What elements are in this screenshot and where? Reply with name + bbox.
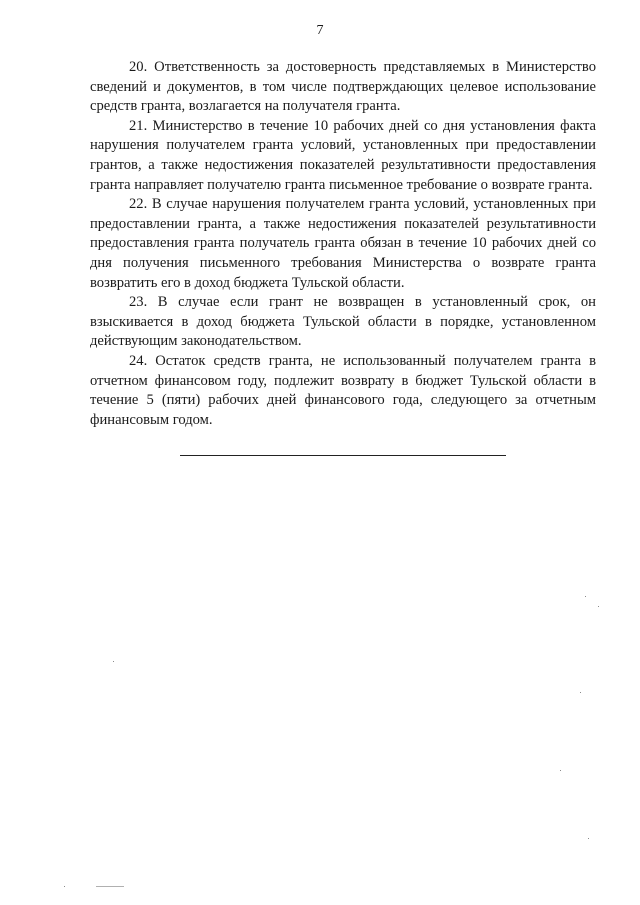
clause-24-paragraph: 24. Остаток средств гранта, не использованный получателем гранта в отчетном финансовом году, подлежит возврату в бюджет Тульской области в течение 5 (пяти) рабочих дней финансового года, следующего за отчетным финансовым годом. [90, 352, 596, 428]
closing-divider-line [180, 455, 506, 456]
scan-speck [560, 770, 561, 771]
clause-23-paragraph: 23. В случае если грант не возвращен в установленный срок, он взыскивается в доход бюджета Тульской области в порядке, установленном действующим законодательством. [90, 294, 596, 350]
clause-20-paragraph: 20. Ответственность за достоверность представляемых в Министерство сведений и документов, в том числе подтверждающих целевое использование средств гранта, возлагается на получателя гранта. [90, 59, 596, 115]
scan-speck [598, 606, 599, 607]
scan-speck [585, 596, 586, 597]
scan-speck [64, 886, 65, 887]
clause-22-paragraph: 22. В случае нарушения получателем гранта условий, установленных при предоставлении гранта, а также недостижения показателей результативности предоставления гранта получатель гранта обязан в течение 10 рабочих дней со дня получения письменного требования Министерства о возврате гранта возвратить его в доход бюджета Тульской области. [90, 196, 596, 291]
scan-speck [588, 838, 589, 839]
scan-speck [113, 661, 114, 662]
clause-21-paragraph: 21. Министерство в течение 10 рабочих дней со дня установления факта нарушения получателем гранта условий, установленных при предоставлении грантов, а также недостижения показателей результативности предоставления гранта направляет получателю гранта письменное требование о возврате гранта. [90, 117, 596, 193]
scan-speck [96, 886, 124, 887]
document-body [90, 58, 596, 430]
page-number: 7 [316, 23, 324, 38]
scan-speck [580, 692, 581, 693]
